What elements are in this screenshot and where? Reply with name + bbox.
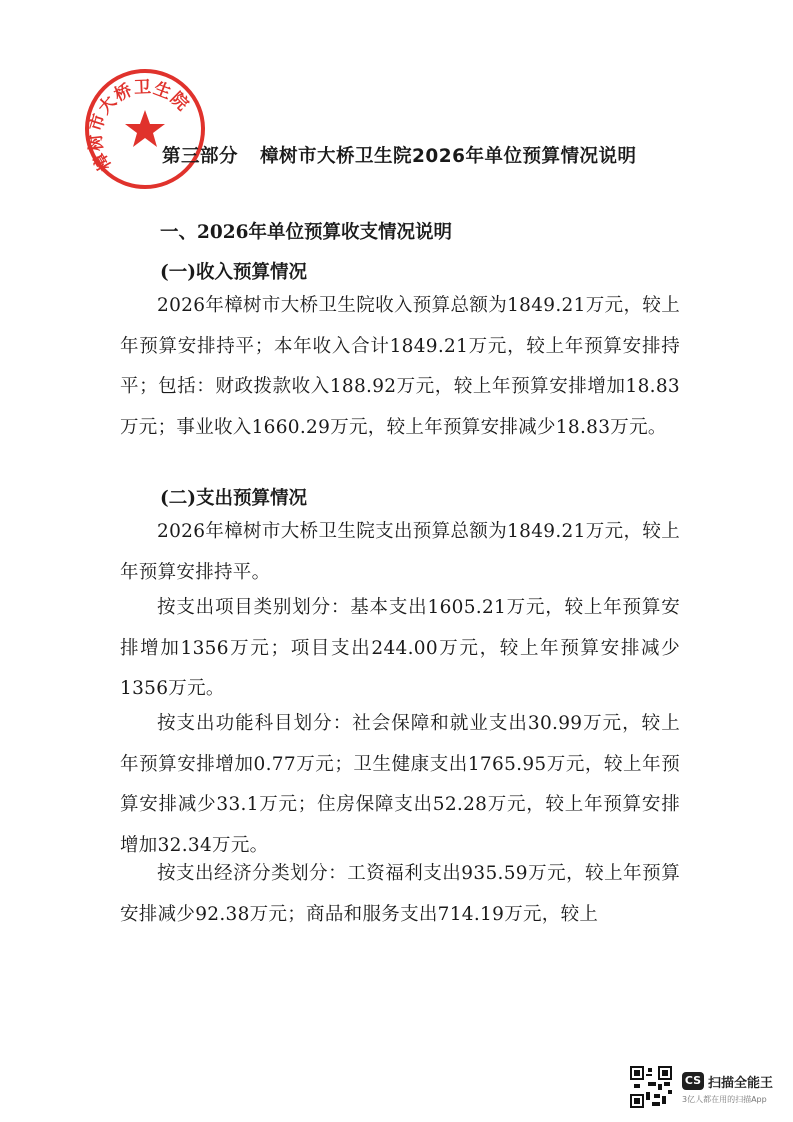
seal-graphic — [82, 66, 208, 192]
expense-paragraph-by-function: 按支出功能科目划分：社会保障和就业支出30.99万元，较上年预算安排增加0.77万元；卫生健康支出1765.95万元，较上年预算安排减少33.1万元；住房保障支出52.28万元，较上年预算安排增加32.34万元。 — [120, 713, 680, 856]
page-title — [162, 142, 722, 168]
qr-code-icon — [630, 1066, 672, 1108]
income-paragraph: 2026年樟树市大桥卫生院收入预算总额为1849.21万元，较上年预算安排持平；本年收入合计1849.21万元，较上年预算安排持平；包括：财政拨款收入188.92万元，较上年预算安排增加18.83万元；事业收入1660.29万元，较上年预算安排减少18.83万元。 — [120, 295, 680, 438]
seal-text: 樟树市大桥卫生院 — [85, 77, 193, 174]
part-label: 第三部分 — [162, 146, 239, 167]
scanner-logo: CS — [682, 1072, 704, 1090]
scanner-brand: 扫描全能王 — [708, 1076, 774, 1091]
scanner-slogan: 3亿人都在用的扫描App — [682, 1095, 767, 1104]
expense-paragraph-total: 2026年樟树市大桥卫生院支出预算总额为1849.21万元，较上年预算安排持平。 — [120, 521, 680, 583]
official-seal — [82, 66, 208, 192]
expense-paragraph-by-economic: 按支出经济分类划分：工资福利支出935.59万元，较上年预算安排减少92.38万元；商品和服务支出714.19万元，较上 — [120, 863, 680, 925]
expense-heading: (二)支出预算情况 — [160, 488, 308, 509]
section-heading: 一、2026年单位预算收支情况说明 — [160, 222, 452, 243]
expense-paragraph-by-project: 按支出项目类别划分：基本支出1605.21万元，较上年预算安排增加1356万元；项目支出244.00万元，较上年预算安排减少1356万元。 — [120, 597, 680, 699]
title-text: 樟树市大桥卫生院2026年单位预算情况说明 — [260, 146, 637, 167]
scanner-watermark — [630, 1066, 780, 1110]
seal-star-icon — [125, 110, 165, 147]
income-heading: (一)收入预算情况 — [160, 262, 308, 283]
